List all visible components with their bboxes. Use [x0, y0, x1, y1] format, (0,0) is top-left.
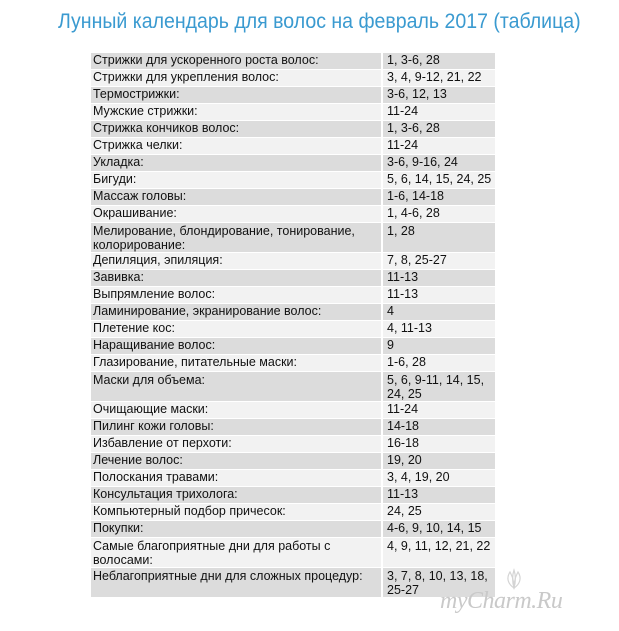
- table-row: [91, 338, 495, 354]
- procedure-cell: Покупки:: [91, 521, 381, 537]
- days-cell: 3, 4, 9-12, 21, 22: [381, 70, 495, 86]
- table-row: [91, 206, 495, 222]
- procedure-cell: Завивка:: [91, 270, 381, 286]
- procedure-cell: Наращивание волос:: [91, 338, 381, 354]
- days-cell: 19, 20: [381, 453, 495, 469]
- procedure-cell: Полоскания травами:: [91, 470, 381, 486]
- table-row: [91, 155, 495, 171]
- procedure-cell: Плетение кос:: [91, 321, 381, 337]
- procedure-cell: Избавление от перхоти:: [91, 436, 381, 452]
- procedure-cell: Самые благоприятные дни для работы с волосами:: [91, 538, 381, 567]
- days-cell: 11-24: [381, 402, 495, 418]
- procedure-cell: Неблагоприятные дни для сложных процедур:: [91, 568, 381, 597]
- days-cell: 11-13: [381, 270, 495, 286]
- table-row: [91, 253, 495, 269]
- procedure-cell: Депиляция, эпиляция:: [91, 253, 381, 269]
- table-row: [91, 70, 495, 86]
- days-cell: 3-6, 12, 13: [381, 87, 495, 103]
- procedure-cell: Мелирование, блондирование, тонирование, колорирование:: [91, 223, 381, 252]
- procedure-cell: Бигуди:: [91, 172, 381, 188]
- table-row: [91, 568, 495, 597]
- procedure-cell: Глазирование, питательные маски:: [91, 355, 381, 371]
- table-row: [91, 419, 495, 435]
- table-row: [91, 223, 495, 252]
- days-cell: 9: [381, 338, 495, 354]
- table-row: [91, 53, 495, 69]
- days-cell: 4, 9, 11, 12, 21, 22: [381, 538, 495, 567]
- procedure-cell: Мужские стрижки:: [91, 104, 381, 120]
- hair-calendar-table: [91, 52, 495, 598]
- days-cell: 5, 6, 14, 15, 24, 25: [381, 172, 495, 188]
- table-row: [91, 321, 495, 337]
- table-row: [91, 87, 495, 103]
- days-cell: 14-18: [381, 419, 495, 435]
- procedure-cell: Окрашивание:: [91, 206, 381, 222]
- procedure-cell: Стрижки для ускоренного роста волос:: [91, 53, 381, 69]
- table-row: [91, 521, 495, 537]
- procedure-cell: Консультация трихолога:: [91, 487, 381, 503]
- days-cell: 11-24: [381, 138, 495, 154]
- watermark-logo: myCharm.Ru: [440, 588, 563, 614]
- table-row: [91, 138, 495, 154]
- table-row: [91, 121, 495, 137]
- procedure-cell: Стрижка кончиков волос:: [91, 121, 381, 137]
- days-cell: 1-6, 28: [381, 355, 495, 371]
- procedure-cell: Маски для объема:: [91, 372, 381, 401]
- table-row: [91, 504, 495, 520]
- procedure-cell: Очищающие маски:: [91, 402, 381, 418]
- table-row: [91, 287, 495, 303]
- table-row: [91, 304, 495, 320]
- days-cell: 16-18: [381, 436, 495, 452]
- days-cell: 7, 8, 25-27: [381, 253, 495, 269]
- days-cell: 4, 11-13: [381, 321, 495, 337]
- days-cell: 1, 3-6, 28: [381, 53, 495, 69]
- table-row: [91, 104, 495, 120]
- days-cell: 24, 25: [381, 504, 495, 520]
- table-row: [91, 189, 495, 205]
- table-row: [91, 453, 495, 469]
- table-row: [91, 538, 495, 567]
- procedure-cell: Выпрямление волос:: [91, 287, 381, 303]
- days-cell: 3, 4, 19, 20: [381, 470, 495, 486]
- days-cell: 1, 4-6, 28: [381, 206, 495, 222]
- days-cell: 3, 7, 8, 10, 13, 18, 25-27: [381, 568, 495, 597]
- table-row: [91, 470, 495, 486]
- table-row: [91, 355, 495, 371]
- table-row: [91, 172, 495, 188]
- days-cell: 1, 3-6, 28: [381, 121, 495, 137]
- table-row: [91, 270, 495, 286]
- days-cell: 4-6, 9, 10, 14, 15: [381, 521, 495, 537]
- procedure-cell: Лечение волос:: [91, 453, 381, 469]
- days-cell: 11-24: [381, 104, 495, 120]
- days-cell: 11-13: [381, 487, 495, 503]
- procedure-cell: Стрижки для укрепления волос:: [91, 70, 381, 86]
- procedure-cell: Стрижка челки:: [91, 138, 381, 154]
- days-cell: 1, 28: [381, 223, 495, 252]
- page-title: Лунный календарь для волос на февраль 2017 (таблица): [58, 10, 581, 33]
- table-row: [91, 402, 495, 418]
- table-row: [91, 372, 495, 401]
- days-cell: 5, 6, 9-11, 14, 15, 24, 25: [381, 372, 495, 401]
- table-row: [91, 487, 495, 503]
- procedure-cell: Пилинг кожи головы:: [91, 419, 381, 435]
- days-cell: 11-13: [381, 287, 495, 303]
- days-cell: 1-6, 14-18: [381, 189, 495, 205]
- procedure-cell: Укладка:: [91, 155, 381, 171]
- procedure-cell: Компьютерный подбор причесок:: [91, 504, 381, 520]
- days-cell: 4: [381, 304, 495, 320]
- procedure-cell: Ламинирование, экранирование волос:: [91, 304, 381, 320]
- days-cell: 3-6, 9-16, 24: [381, 155, 495, 171]
- procedure-cell: Термострижки:: [91, 87, 381, 103]
- procedure-cell: Массаж головы:: [91, 189, 381, 205]
- table-row: [91, 436, 495, 452]
